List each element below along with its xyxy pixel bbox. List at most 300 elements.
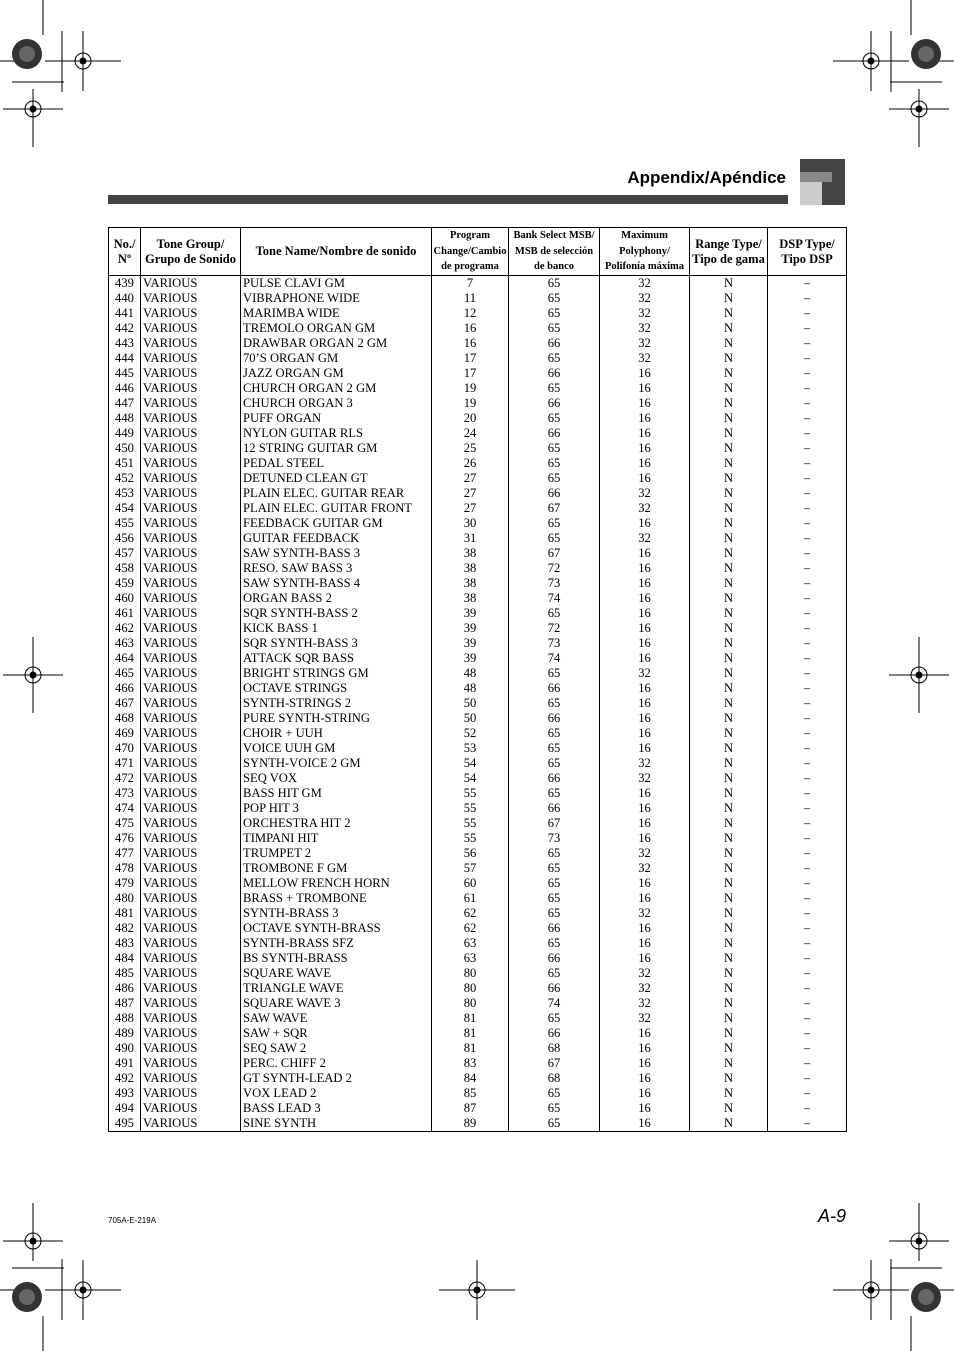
cell-dsp-type: –: [768, 936, 847, 951]
table-row: [109, 1086, 847, 1101]
cell-tone-name: 12 STRING GUITAR GM: [241, 441, 432, 456]
cell-tone-group: VARIOUS: [141, 441, 241, 456]
cell-bank-select: 66: [509, 486, 600, 501]
cell-program-change: 62: [432, 921, 509, 936]
cell-dsp-type: –: [768, 771, 847, 786]
cell-max-polyphony: 16: [600, 1116, 690, 1132]
cell-tone-name: SQR SYNTH-BASS 3: [241, 636, 432, 651]
cell-tone-name: BRIGHT STRINGS GM: [241, 666, 432, 681]
cell-max-polyphony: 32: [600, 291, 690, 306]
table-row: [109, 846, 847, 861]
cell-program-change: 60: [432, 876, 509, 891]
cell-tone-group: VARIOUS: [141, 696, 241, 711]
cell-dsp-type: –: [768, 576, 847, 591]
cell-no: 457: [109, 546, 141, 561]
cell-tone-group: VARIOUS: [141, 726, 241, 741]
cell-no: 490: [109, 1041, 141, 1056]
table-row: [109, 726, 847, 741]
cell-program-change: 20: [432, 411, 509, 426]
cell-max-polyphony: 32: [600, 861, 690, 876]
cell-range-type: N: [690, 471, 768, 486]
table-row: [109, 501, 847, 516]
cell-bank-select: 72: [509, 621, 600, 636]
cell-bank-select: 65: [509, 306, 600, 321]
cell-max-polyphony: 16: [600, 831, 690, 846]
cell-no: 462: [109, 621, 141, 636]
cell-range-type: N: [690, 351, 768, 366]
table-row: [109, 891, 847, 906]
cell-tone-name: MARIMBA WIDE: [241, 306, 432, 321]
cell-tone-group: VARIOUS: [141, 786, 241, 801]
cell-max-polyphony: 32: [600, 531, 690, 546]
cell-dsp-type: –: [768, 741, 847, 756]
cell-bank-select: 65: [509, 1116, 600, 1132]
cell-tone-group: VARIOUS: [141, 1056, 241, 1071]
cell-range-type: N: [690, 1116, 768, 1132]
cell-tone-group: VARIOUS: [141, 381, 241, 396]
cell-max-polyphony: 16: [600, 396, 690, 411]
cell-tone-name: PEDAL STEEL: [241, 456, 432, 471]
cell-range-type: N: [690, 1086, 768, 1101]
cell-bank-select: 66: [509, 711, 600, 726]
cell-range-type: N: [690, 786, 768, 801]
table-row: [109, 1056, 847, 1071]
cell-range-type: N: [690, 981, 768, 996]
cell-range-type: N: [690, 1011, 768, 1026]
cell-tone-group: VARIOUS: [141, 426, 241, 441]
cell-program-change: 11: [432, 291, 509, 306]
cell-no: 482: [109, 921, 141, 936]
page-number: A-9: [817, 1206, 846, 1226]
cell-dsp-type: –: [768, 621, 847, 636]
cell-dsp-type: –: [768, 351, 847, 366]
cell-no: 465: [109, 666, 141, 681]
cell-range-type: N: [690, 861, 768, 876]
cell-dsp-type: –: [768, 861, 847, 876]
cell-dsp-type: –: [768, 276, 847, 292]
table-row: [109, 816, 847, 831]
cell-tone-group: VARIOUS: [141, 456, 241, 471]
cell-tone-name: TIMPANI HIT: [241, 831, 432, 846]
table-row: [109, 666, 847, 681]
cell-no: 470: [109, 741, 141, 756]
cell-tone-name: NYLON GUITAR RLS: [241, 426, 432, 441]
cell-range-type: N: [690, 1101, 768, 1116]
cell-tone-name: PULSE CLAVI GM: [241, 276, 432, 292]
cell-range-type: N: [690, 906, 768, 921]
table-row: [109, 966, 847, 981]
cell-tone-name: BS SYNTH-BRASS: [241, 951, 432, 966]
cell-tone-name: TROMBONE F GM: [241, 861, 432, 876]
cell-max-polyphony: 16: [600, 576, 690, 591]
cell-tone-group: VARIOUS: [141, 561, 241, 576]
cell-max-polyphony: 16: [600, 651, 690, 666]
cell-dsp-type: –: [768, 681, 847, 696]
cell-no: 449: [109, 426, 141, 441]
cell-program-change: 61: [432, 891, 509, 906]
cell-program-change: 56: [432, 846, 509, 861]
cell-dsp-type: –: [768, 846, 847, 861]
cell-max-polyphony: 16: [600, 876, 690, 891]
cell-program-change: 89: [432, 1116, 509, 1132]
cell-range-type: N: [690, 561, 768, 576]
cell-bank-select: 65: [509, 456, 600, 471]
cell-bank-select: 65: [509, 516, 600, 531]
cell-range-type: N: [690, 531, 768, 546]
table-row: [109, 441, 847, 456]
table-row: [109, 951, 847, 966]
cell-bank-select: 66: [509, 771, 600, 786]
cell-tone-name: DRAWBAR ORGAN 2 GM: [241, 336, 432, 351]
cell-range-type: N: [690, 681, 768, 696]
cell-no: 476: [109, 831, 141, 846]
cell-max-polyphony: 16: [600, 546, 690, 561]
table-row: [109, 981, 847, 996]
table-row: [109, 756, 847, 771]
cell-bank-select: 65: [509, 441, 600, 456]
cell-bank-select: 67: [509, 816, 600, 831]
cell-dsp-type: –: [768, 531, 847, 546]
cell-tone-name: RESO. SAW BASS 3: [241, 561, 432, 576]
table-row: [109, 546, 847, 561]
cell-no: 487: [109, 996, 141, 1011]
cell-tone-group: VARIOUS: [141, 606, 241, 621]
cell-tone-name: TRIANGLE WAVE: [241, 981, 432, 996]
cell-tone-group: VARIOUS: [141, 396, 241, 411]
cell-range-type: N: [690, 441, 768, 456]
cell-max-polyphony: 16: [600, 801, 690, 816]
cell-dsp-type: –: [768, 1056, 847, 1071]
cell-program-change: 83: [432, 1056, 509, 1071]
cell-no: 477: [109, 846, 141, 861]
table-row: [109, 831, 847, 846]
cell-tone-group: VARIOUS: [141, 306, 241, 321]
cell-no: 453: [109, 486, 141, 501]
cell-range-type: N: [690, 606, 768, 621]
cell-dsp-type: –: [768, 636, 847, 651]
cell-range-type: N: [690, 516, 768, 531]
cell-tone-group: VARIOUS: [141, 741, 241, 756]
cell-dsp-type: –: [768, 381, 847, 396]
cell-bank-select: 65: [509, 741, 600, 756]
cell-max-polyphony: 16: [600, 726, 690, 741]
cell-program-change: 12: [432, 306, 509, 321]
cell-max-polyphony: 16: [600, 1026, 690, 1041]
cell-dsp-type: –: [768, 441, 847, 456]
cell-program-change: 80: [432, 966, 509, 981]
cell-tone-name: DETUNED CLEAN GT: [241, 471, 432, 486]
cell-program-change: 84: [432, 1071, 509, 1086]
cell-bank-select: 68: [509, 1041, 600, 1056]
cell-program-change: 39: [432, 636, 509, 651]
table-row: [109, 336, 847, 351]
cell-range-type: N: [690, 801, 768, 816]
cell-bank-select: 65: [509, 936, 600, 951]
cell-max-polyphony: 16: [600, 921, 690, 936]
cell-tone-name: KICK BASS 1: [241, 621, 432, 636]
cell-tone-name: SEQ SAW 2: [241, 1041, 432, 1056]
cell-tone-group: VARIOUS: [141, 336, 241, 351]
cell-bank-select: 65: [509, 351, 600, 366]
col-header-tone-name: Tone Name/Nombre de sonido: [241, 228, 432, 276]
cell-program-change: 7: [432, 276, 509, 292]
cell-max-polyphony: 16: [600, 936, 690, 951]
cell-range-type: N: [690, 576, 768, 591]
cell-program-change: 17: [432, 351, 509, 366]
cell-range-type: N: [690, 876, 768, 891]
cell-bank-select: 66: [509, 921, 600, 936]
cell-program-change: 38: [432, 591, 509, 606]
cell-dsp-type: –: [768, 696, 847, 711]
cell-dsp-type: –: [768, 711, 847, 726]
cell-range-type: N: [690, 966, 768, 981]
cell-program-change: 30: [432, 516, 509, 531]
cell-tone-group: VARIOUS: [141, 981, 241, 996]
cell-tone-group: VARIOUS: [141, 531, 241, 546]
cell-no: 488: [109, 1011, 141, 1026]
table-row: [109, 771, 847, 786]
cell-no: 442: [109, 321, 141, 336]
cell-dsp-type: –: [768, 1071, 847, 1086]
cell-tone-name: CHOIR + UUH: [241, 726, 432, 741]
cell-tone-name: GT SYNTH-LEAD 2: [241, 1071, 432, 1086]
cell-tone-group: VARIOUS: [141, 591, 241, 606]
table-row: [109, 936, 847, 951]
cell-max-polyphony: 32: [600, 501, 690, 516]
cell-tone-name: SINE SYNTH: [241, 1116, 432, 1132]
cell-range-type: N: [690, 936, 768, 951]
cell-max-polyphony: 32: [600, 906, 690, 921]
cell-bank-select: 66: [509, 981, 600, 996]
cell-max-polyphony: 32: [600, 306, 690, 321]
cell-tone-group: VARIOUS: [141, 471, 241, 486]
cell-bank-select: 73: [509, 576, 600, 591]
cell-program-change: 57: [432, 861, 509, 876]
cell-tone-group: VARIOUS: [141, 1101, 241, 1116]
col-header-no: No./ Nº: [109, 228, 141, 276]
cell-program-change: 17: [432, 366, 509, 381]
cell-dsp-type: –: [768, 396, 847, 411]
cell-tone-group: VARIOUS: [141, 501, 241, 516]
cell-program-change: 19: [432, 381, 509, 396]
cell-dsp-type: –: [768, 291, 847, 306]
cell-range-type: N: [690, 411, 768, 426]
cell-dsp-type: –: [768, 996, 847, 1011]
cell-max-polyphony: 16: [600, 636, 690, 651]
cell-max-polyphony: 16: [600, 891, 690, 906]
table-row: [109, 711, 847, 726]
cell-no: 460: [109, 591, 141, 606]
cell-no: 494: [109, 1101, 141, 1116]
cell-no: 446: [109, 381, 141, 396]
cell-tone-group: VARIOUS: [141, 756, 241, 771]
cell-dsp-type: –: [768, 411, 847, 426]
cell-max-polyphony: 16: [600, 426, 690, 441]
cell-tone-name: GUITAR FEEDBACK: [241, 531, 432, 546]
cell-program-change: 55: [432, 786, 509, 801]
cell-bank-select: 74: [509, 651, 600, 666]
cell-program-change: 87: [432, 1101, 509, 1116]
cell-bank-select: 65: [509, 756, 600, 771]
cell-bank-select: 66: [509, 951, 600, 966]
table-row: [109, 636, 847, 651]
cell-no: 492: [109, 1071, 141, 1086]
cell-bank-select: 66: [509, 1026, 600, 1041]
cell-no: 441: [109, 306, 141, 321]
cell-tone-name: ORCHESTRA HIT 2: [241, 816, 432, 831]
cell-max-polyphony: 32: [600, 351, 690, 366]
cell-range-type: N: [690, 621, 768, 636]
cell-tone-group: VARIOUS: [141, 846, 241, 861]
table-row: [109, 1071, 847, 1086]
cell-range-type: N: [690, 951, 768, 966]
cell-max-polyphony: 16: [600, 471, 690, 486]
cell-dsp-type: –: [768, 756, 847, 771]
col-header-program-change: Program Change/Cambio de programa: [432, 228, 509, 276]
cell-range-type: N: [690, 846, 768, 861]
cell-bank-select: 73: [509, 636, 600, 651]
cell-max-polyphony: 16: [600, 786, 690, 801]
cell-max-polyphony: 16: [600, 456, 690, 471]
cell-range-type: N: [690, 636, 768, 651]
cell-range-type: N: [690, 756, 768, 771]
cell-no: 451: [109, 456, 141, 471]
cell-range-type: N: [690, 336, 768, 351]
table-row: [109, 606, 847, 621]
cell-tone-group: VARIOUS: [141, 1071, 241, 1086]
table-row: [109, 876, 847, 891]
cell-max-polyphony: 16: [600, 516, 690, 531]
cell-range-type: N: [690, 1071, 768, 1086]
cell-tone-name: SAW + SQR: [241, 1026, 432, 1041]
cell-program-change: 39: [432, 651, 509, 666]
cell-tone-name: SYNTH-STRINGS 2: [241, 696, 432, 711]
cell-program-change: 63: [432, 951, 509, 966]
cell-tone-name: PLAIN ELEC. GUITAR REAR: [241, 486, 432, 501]
cell-no: 486: [109, 981, 141, 996]
cell-no: 495: [109, 1116, 141, 1132]
cell-range-type: N: [690, 711, 768, 726]
cell-max-polyphony: 32: [600, 771, 690, 786]
cell-bank-select: 65: [509, 1086, 600, 1101]
cell-max-polyphony: 32: [600, 756, 690, 771]
cell-dsp-type: –: [768, 1026, 847, 1041]
cell-program-change: 16: [432, 321, 509, 336]
col-header-bank-select: Bank Select MSB/ MSB de selección de banco: [509, 228, 600, 276]
cell-tone-name: VOICE UUH GM: [241, 741, 432, 756]
cell-tone-group: VARIOUS: [141, 1041, 241, 1056]
cell-tone-group: VARIOUS: [141, 291, 241, 306]
col-header-dsp-type: DSP Type/ Tipo DSP: [768, 228, 847, 276]
cell-program-change: 81: [432, 1011, 509, 1026]
cell-range-type: N: [690, 666, 768, 681]
cell-max-polyphony: 16: [600, 411, 690, 426]
cell-tone-group: VARIOUS: [141, 321, 241, 336]
cell-tone-group: VARIOUS: [141, 1026, 241, 1041]
cell-program-change: 55: [432, 831, 509, 846]
cell-max-polyphony: 16: [600, 816, 690, 831]
cell-dsp-type: –: [768, 981, 847, 996]
cell-dsp-type: –: [768, 666, 847, 681]
header-block-mid: [800, 172, 832, 182]
cell-tone-group: VARIOUS: [141, 546, 241, 561]
cell-tone-name: PURE SYNTH-STRING: [241, 711, 432, 726]
cell-program-change: 80: [432, 981, 509, 996]
cell-bank-select: 65: [509, 696, 600, 711]
cell-tone-name: SAW SYNTH-BASS 4: [241, 576, 432, 591]
cell-no: 463: [109, 636, 141, 651]
cell-range-type: N: [690, 651, 768, 666]
cell-program-change: 54: [432, 756, 509, 771]
cell-no: 484: [109, 951, 141, 966]
cell-program-change: 16: [432, 336, 509, 351]
cell-tone-name: SQR SYNTH-BASS 2: [241, 606, 432, 621]
cell-bank-select: 67: [509, 1056, 600, 1071]
cell-tone-group: VARIOUS: [141, 636, 241, 651]
cell-dsp-type: –: [768, 456, 847, 471]
cell-tone-group: VARIOUS: [141, 771, 241, 786]
cell-tone-group: VARIOUS: [141, 1116, 241, 1132]
cell-no: 461: [109, 606, 141, 621]
cell-dsp-type: –: [768, 606, 847, 621]
cell-tone-group: VARIOUS: [141, 921, 241, 936]
table-body: [109, 276, 847, 1132]
cell-bank-select: 65: [509, 291, 600, 306]
cell-program-change: 25: [432, 441, 509, 456]
page-title: Appendix/Apéndice: [627, 168, 786, 187]
col-header-tone-group: Tone Group/ Grupo de Sonido: [141, 228, 241, 276]
cell-tone-group: VARIOUS: [141, 816, 241, 831]
cell-tone-name: CHURCH ORGAN 2 GM: [241, 381, 432, 396]
cell-no: 483: [109, 936, 141, 951]
cell-max-polyphony: 16: [600, 441, 690, 456]
cell-program-change: 50: [432, 696, 509, 711]
cell-no: 491: [109, 1056, 141, 1071]
cell-tone-name: JAZZ ORGAN GM: [241, 366, 432, 381]
cell-bank-select: 67: [509, 501, 600, 516]
cell-bank-select: 74: [509, 591, 600, 606]
cell-max-polyphony: 16: [600, 1041, 690, 1056]
cell-bank-select: 66: [509, 336, 600, 351]
cell-dsp-type: –: [768, 366, 847, 381]
cell-bank-select: 65: [509, 1011, 600, 1026]
table-row: [109, 351, 847, 366]
table-row: [109, 576, 847, 591]
cell-no: 466: [109, 681, 141, 696]
cell-program-change: 38: [432, 561, 509, 576]
cell-max-polyphony: 32: [600, 321, 690, 336]
cell-program-change: 81: [432, 1041, 509, 1056]
cell-bank-select: 74: [509, 996, 600, 1011]
cell-tone-group: VARIOUS: [141, 711, 241, 726]
cell-tone-group: VARIOUS: [141, 576, 241, 591]
table-row: [109, 381, 847, 396]
col-header-max-polyphony: Maximum Polyphony/ Polifonía máxima: [600, 228, 690, 276]
cell-bank-select: 65: [509, 381, 600, 396]
cell-no: 454: [109, 501, 141, 516]
table-row: [109, 651, 847, 666]
footer-code: 705A-E-219A: [108, 1216, 157, 1225]
table-row: [109, 306, 847, 321]
cell-tone-group: VARIOUS: [141, 621, 241, 636]
cell-max-polyphony: 32: [600, 996, 690, 1011]
table-row: [109, 411, 847, 426]
cell-max-polyphony: 32: [600, 276, 690, 292]
cell-dsp-type: –: [768, 591, 847, 606]
table-row: [109, 426, 847, 441]
cell-dsp-type: –: [768, 1086, 847, 1101]
cell-tone-name: PERC. CHIFF 2: [241, 1056, 432, 1071]
